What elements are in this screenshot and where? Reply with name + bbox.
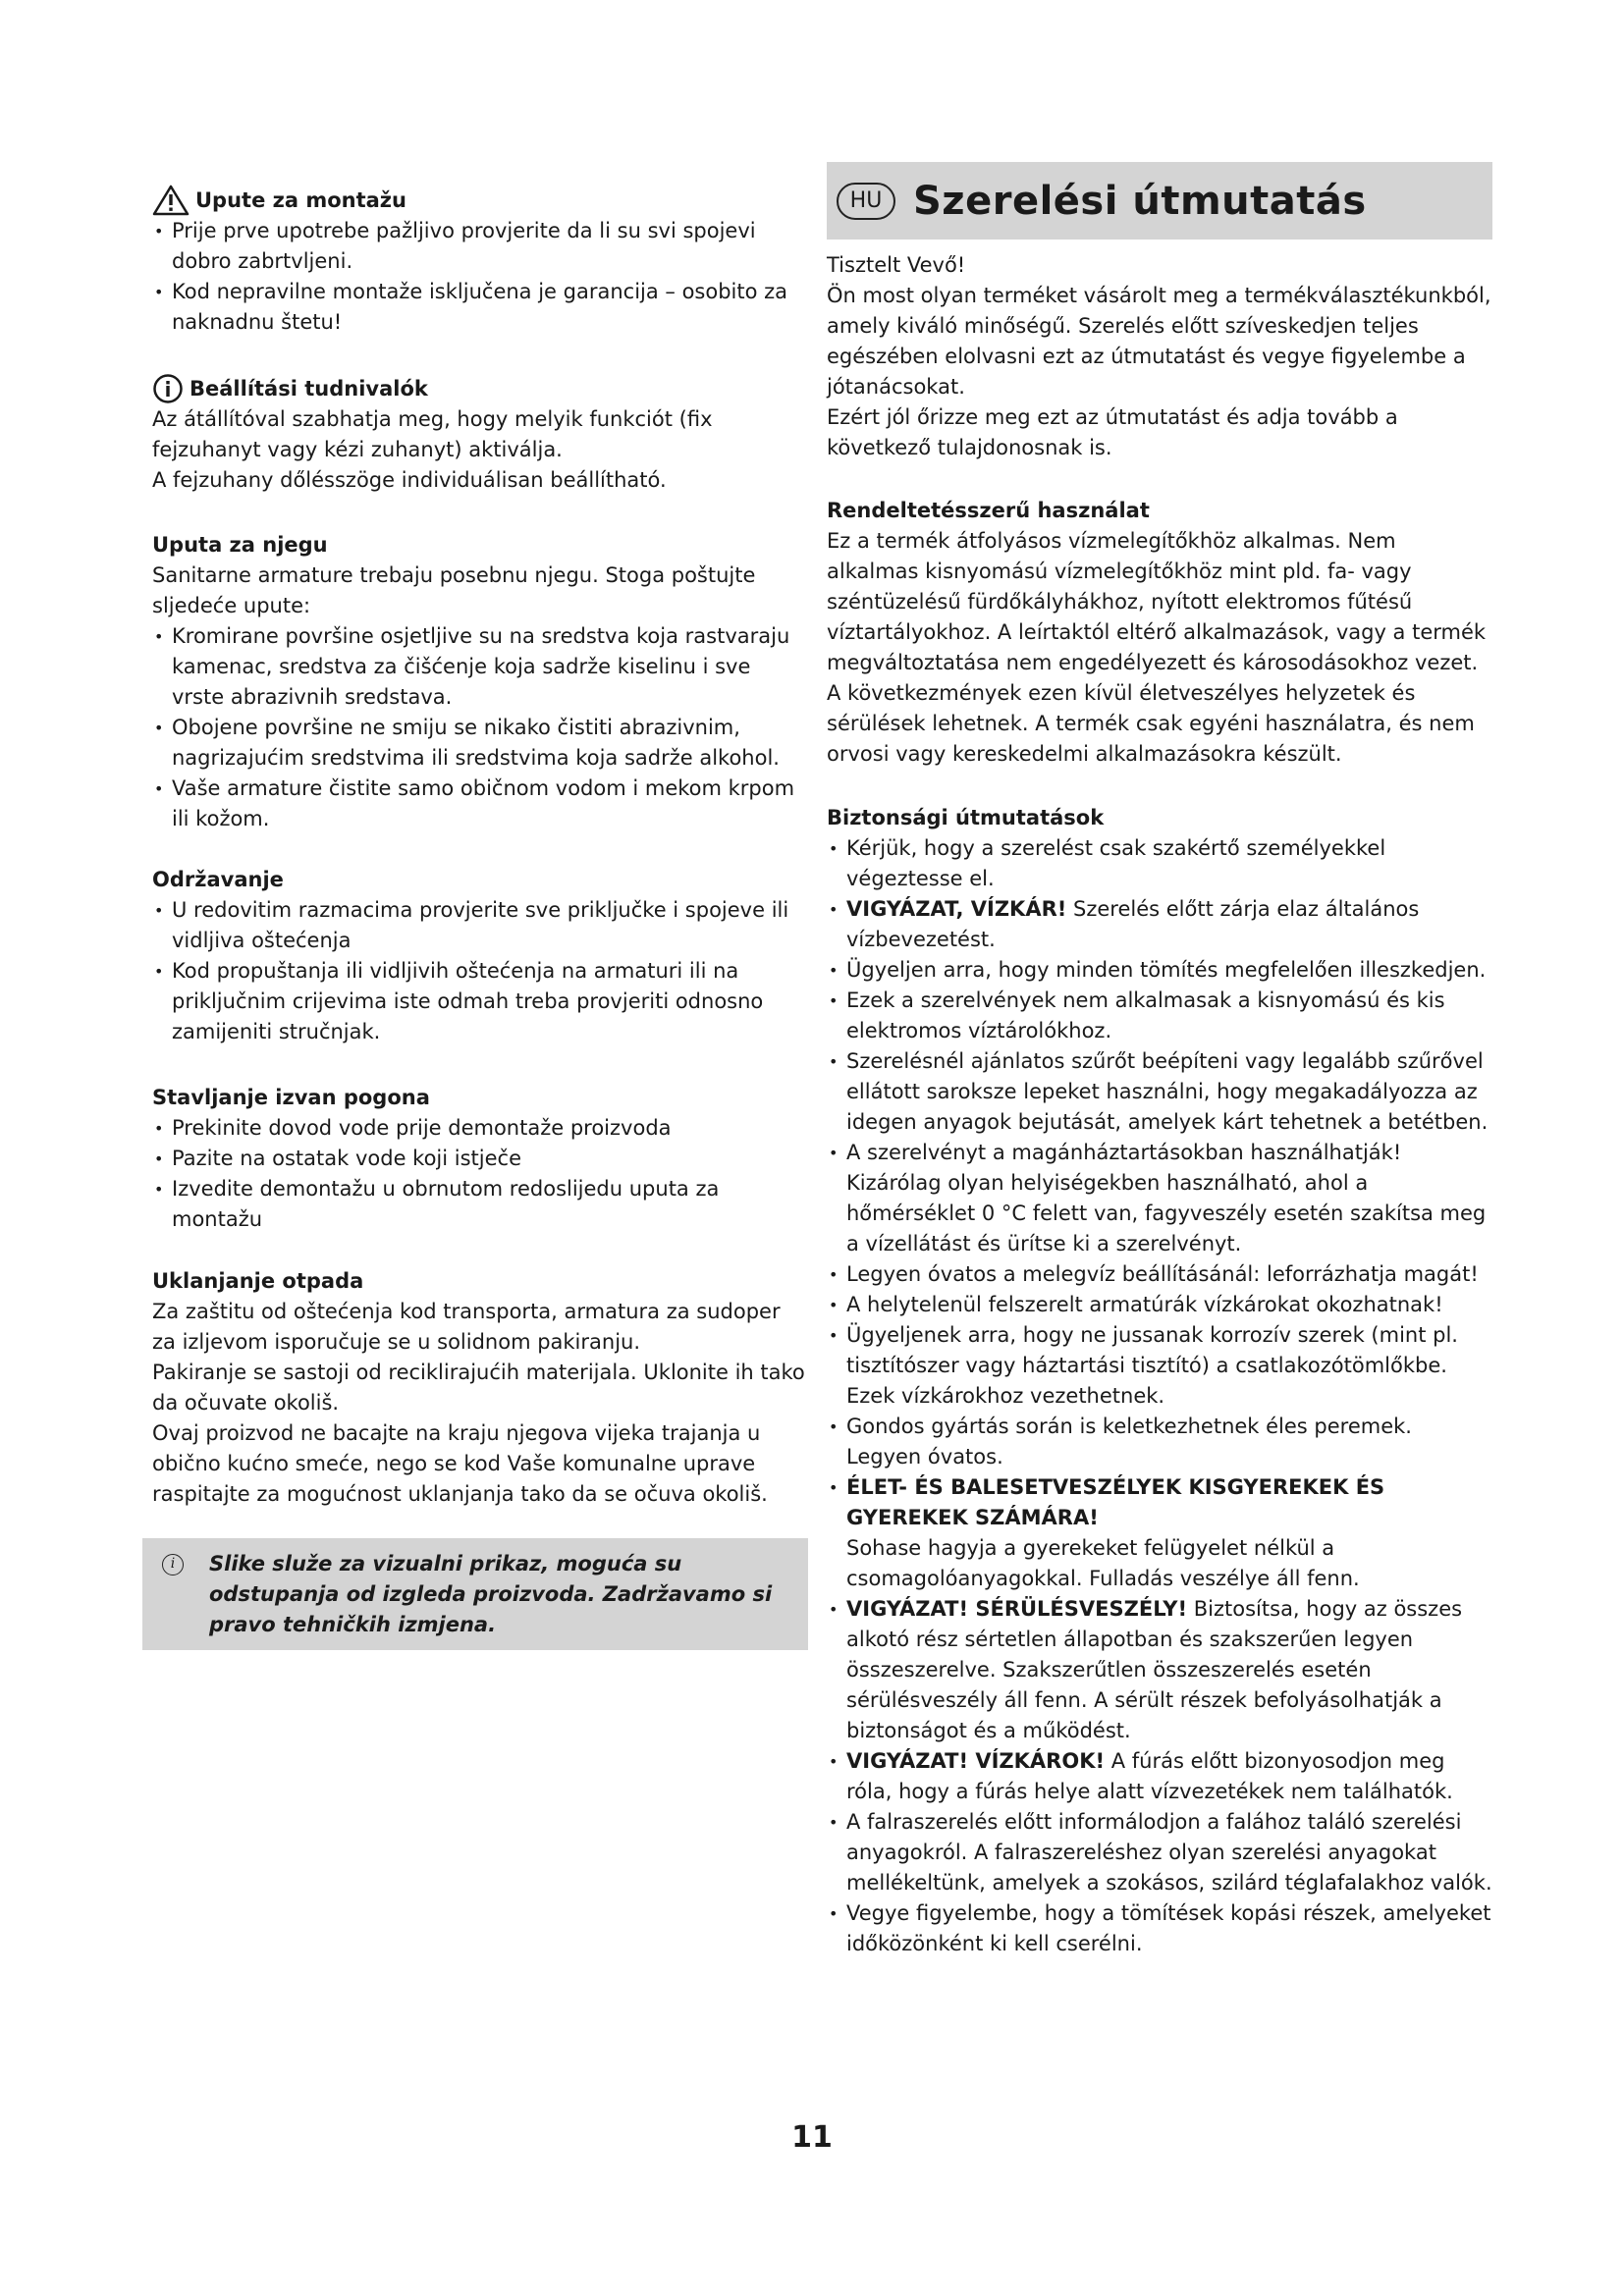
list-item	[827, 1594, 1492, 1746]
warning-label: VIGYÁZAT, VÍZKÁR!	[846, 897, 1067, 921]
section-title-row	[152, 373, 806, 404]
bullet-list	[152, 1113, 806, 1235]
list-item: • Obojene površine ne smiju se nikako čistiti abrazivnim, nagrizajućim sredstvima ili sredstvima koja sadrže alkohol.	[152, 713, 806, 774]
paragraph: Ovaj proizvod ne bacajte na kraju njegova vijeka trajanja u obično kućno smeće, nego se kod Vaše komunalne uprave raspitajte za mogućnost uklanjanja tako da se očuva okoliš.	[152, 1421, 768, 1506]
paragraph: Ön most olyan terméket vásárolt meg a termékválasztékunkból, amely kiváló minőségű. Szerelés előtt szíveskedjen teljes egészében elolvasni ezt az útmutatást és vegye figyelembe a jótanácsokat.	[827, 284, 1491, 399]
bullet-list	[152, 895, 806, 1047]
section-header-bar	[827, 162, 1492, 240]
section-njega	[152, 530, 806, 834]
list-item: • Vaše armature čistite samo običnom vodom i mekom krpom ili kožom.	[152, 774, 806, 834]
paragraph: Za zaštitu od oštećenja kod transporta, armatura za sudoper za izljevom isporučuje se u solidnom pakiranju.	[152, 1300, 781, 1354]
page-number: 11	[791, 2120, 833, 2155]
section-beallitasi	[152, 373, 806, 496]
bullet-list	[152, 621, 806, 834]
section-title-row	[152, 185, 806, 216]
list-item-text: A fúrás előtt bizonyosodjon meg róla, hogy a fúrás helye alatt vízvezetékek nem találhatók.	[846, 1749, 1453, 1803]
bullet-list	[827, 833, 1492, 1959]
paragraph: Az átállítóval szabhatja meg, hogy melyik funkciót (fix fejzuhanyt vagy kézi zuhanyt) aktiválja.	[152, 407, 713, 461]
section-title: Stavljanje izvan pogona	[152, 1086, 430, 1109]
paragraph: Pakiranje se sastoji od reciklirajućih materijala. Uklonite ih tako da očuvate okoliš.	[152, 1361, 805, 1415]
list-item-text: Szerelés előtt zárja elaz általános vízbevezetést.	[846, 897, 1420, 951]
list-item: • Ügyeljen arra, hogy minden tömítés megfelelően illeszkedjen.	[827, 955, 1492, 986]
greeting: Tisztelt Vevő!	[827, 253, 966, 277]
list-item: • Vegye figyelembe, hogy a tömítések kopási részek, amelyeket időközönként ki kell cserélni.	[827, 1898, 1492, 1959]
paragraph: Sanitarne armature trebaju posebnu njegu. Stoga poštujte sljedeće upute:	[152, 563, 756, 617]
section-rendeltetes	[827, 496, 1492, 770]
warning-label: VIGYÁZAT! SÉRÜLÉSVESZÉLY!	[846, 1597, 1188, 1621]
section-title: Upute za montažu	[195, 187, 406, 212]
section-title: Održavanje	[152, 868, 284, 891]
paragraph: Ezért jól őrizze meg ezt az útmutatást és adja tovább a következő tulajdonosnak is.	[827, 405, 1398, 459]
section-title: Uputa za njegu	[152, 533, 328, 557]
list-item: • Ügyeljenek arra, hogy ne jussanak korrozív szerek (mint pl. tisztítószer vagy háztartási tisztító) a csatlakozótömlőkbe. Ezek vízkárokhoz vezethetnek.	[827, 1320, 1492, 1412]
list-item: • Pazite na ostatak vode koji istječe	[152, 1144, 806, 1174]
info-circle-icon: i	[162, 1554, 184, 1575]
section-title: Uklanjanje otpada	[152, 1269, 364, 1293]
list-item	[827, 1472, 1492, 1594]
bullet-list	[152, 216, 806, 338]
list-item	[827, 1746, 1492, 1807]
section-title: Beállítási tudnivalók	[189, 376, 428, 400]
paragraph: A fejzuhany dőlésszöge individuálisan beállítható.	[152, 468, 667, 492]
list-item: • Gondos gyártás során is keletkezhetnek éles peremek. Legyen óvatos.	[827, 1412, 1492, 1472]
list-item: • Prekinite dovod vode prije demontaže proizvoda	[152, 1113, 806, 1144]
list-item: • A falraszerelés előtt informálodjon a falához találó szerelési anyagokról. A falraszereléshez olyan szerelési anyagokat mellékeltünk, amelyek a szokásos, szilárd téglafalakhoz valók.	[827, 1807, 1492, 1898]
language-badge: HU	[837, 183, 895, 220]
note-text: Slike služe za vizualni prikaz, moguća su odstupanja od izgleda proizvoda. Zadržavamo si pravo tehničkih izmjena.	[209, 1552, 773, 1636]
list-item-text: Sohase hagyja a gyerekeket felügyelet nélkül a csomagolóanyagokkal. Fulladás veszélye áll fenn.	[846, 1536, 1360, 1590]
list-item	[827, 894, 1492, 955]
note-box	[142, 1538, 808, 1650]
section-odrzavanje	[152, 865, 806, 1047]
list-item: • Kod propuštanja ili vidljivih oštećenja na armaturi ili na priključnim crijevima iste odmah treba provjeriti odnosno zamijeniti stručnjak.	[152, 956, 806, 1047]
list-item: • Izvedite demontažu u obrnutom redoslijedu uputa za montažu	[152, 1174, 806, 1235]
list-item: • U redovitim razmacima provjerite sve priključke i spojeve ili vidljiva oštećenja	[152, 895, 806, 956]
list-item: • Kromirane površine osjetljive su na sredstva koja rastvaraju kamenac, sredstva za čišćenje koja sadrže kiselinu i sve vrste abrazivnih sredstava.	[152, 621, 806, 713]
section-intro	[827, 250, 1492, 463]
warning-triangle-icon	[152, 185, 189, 216]
list-item-text: Biztosítsa, hogy az összes alkotó rész sértetlen állapotban és szakszerűen legyen összeszerelve. Szakszerűtlen összeszerelés esetén sérülésveszély áll fenn. A sérült részek befolyásolhatják a biztonságot és a működést.	[846, 1597, 1463, 1742]
list-item: • Ezek a szerelvények nem alkalmasak a kisnyomású és kis elektromos víztárolókhoz.	[827, 986, 1492, 1046]
list-item: • Kod nepravilne montaže isključena je garancija – osobito za naknadnu štetu!	[152, 277, 806, 338]
page-title: Szerelési útmutatás	[913, 178, 1367, 224]
info-circle-icon	[152, 373, 184, 404]
list-item: • A szerelvényt a magánháztartásokban használhatják! Kizárólag olyan helyiségekben használható, ahol a hőmérséklet 0 °C felett van, fagyveszély esetén szakítsa meg a vízellátást és ürítse ki a szerelvényt.	[827, 1138, 1492, 1259]
list-item: • Szerelésnél ajánlatos szűrőt beépíteni vagy legalább szűrővel ellátott saroksze lepeket használni, hogy megakadályozza az idegen anyagok bejutását, amelyek kárt tehetnek a betétben.	[827, 1046, 1492, 1138]
list-item: • Kérjük, hogy a szerelést csak szakértő személyekkel végeztesse el.	[827, 833, 1492, 894]
list-item: • Legyen óvatos a melegvíz beállításánál: leforrázhatja magát!	[827, 1259, 1492, 1290]
section-stavljanje	[152, 1083, 806, 1235]
warning-label: VIGYÁZAT! VÍZKÁROK!	[846, 1749, 1106, 1773]
section-title: Biztonsági útmutatások	[827, 806, 1105, 829]
section-biztonsagi	[827, 803, 1492, 1959]
list-item: • A helytelenül felszerelt armatúrák vízkárokat okozhatnak!	[827, 1290, 1492, 1320]
warning-label: ÉLET- ÉS BALESETVESZÉLYEK KISGYEREKEK ÉS GYEREKEK SZÁMÁRA!	[846, 1475, 1385, 1529]
list-item: • Prije prve upotrebe pažljivo provjerite da li su svi spojevi dobro zabrtvljeni.	[152, 216, 806, 277]
section-otpad	[152, 1266, 806, 1510]
section-title: Rendeltetésszerű használat	[827, 499, 1150, 522]
paragraph: Ez a termék átfolyásos vízmelegítőkhöz alkalmas. Nem alkalmas kisnyomású vízmelegítőkhöz mint pld. fa- vagy széntüzelésű fürdőkályhákhoz, nyított elektromos fűtésű víztartályokhoz. A leírtaktól eltérő alkalmazások, vagy a termék megváltoztatása nem engedélyezett és károsodásokhoz vezet. A következmények ezen kívül életveszélyes helyzetek és sérülések lehetnek. A termék csak egyéni használatra, és nem orvosi vagy kereskedelmi alkalmazásokra készült.	[827, 529, 1487, 766]
section-upute-montazu	[152, 185, 806, 338]
